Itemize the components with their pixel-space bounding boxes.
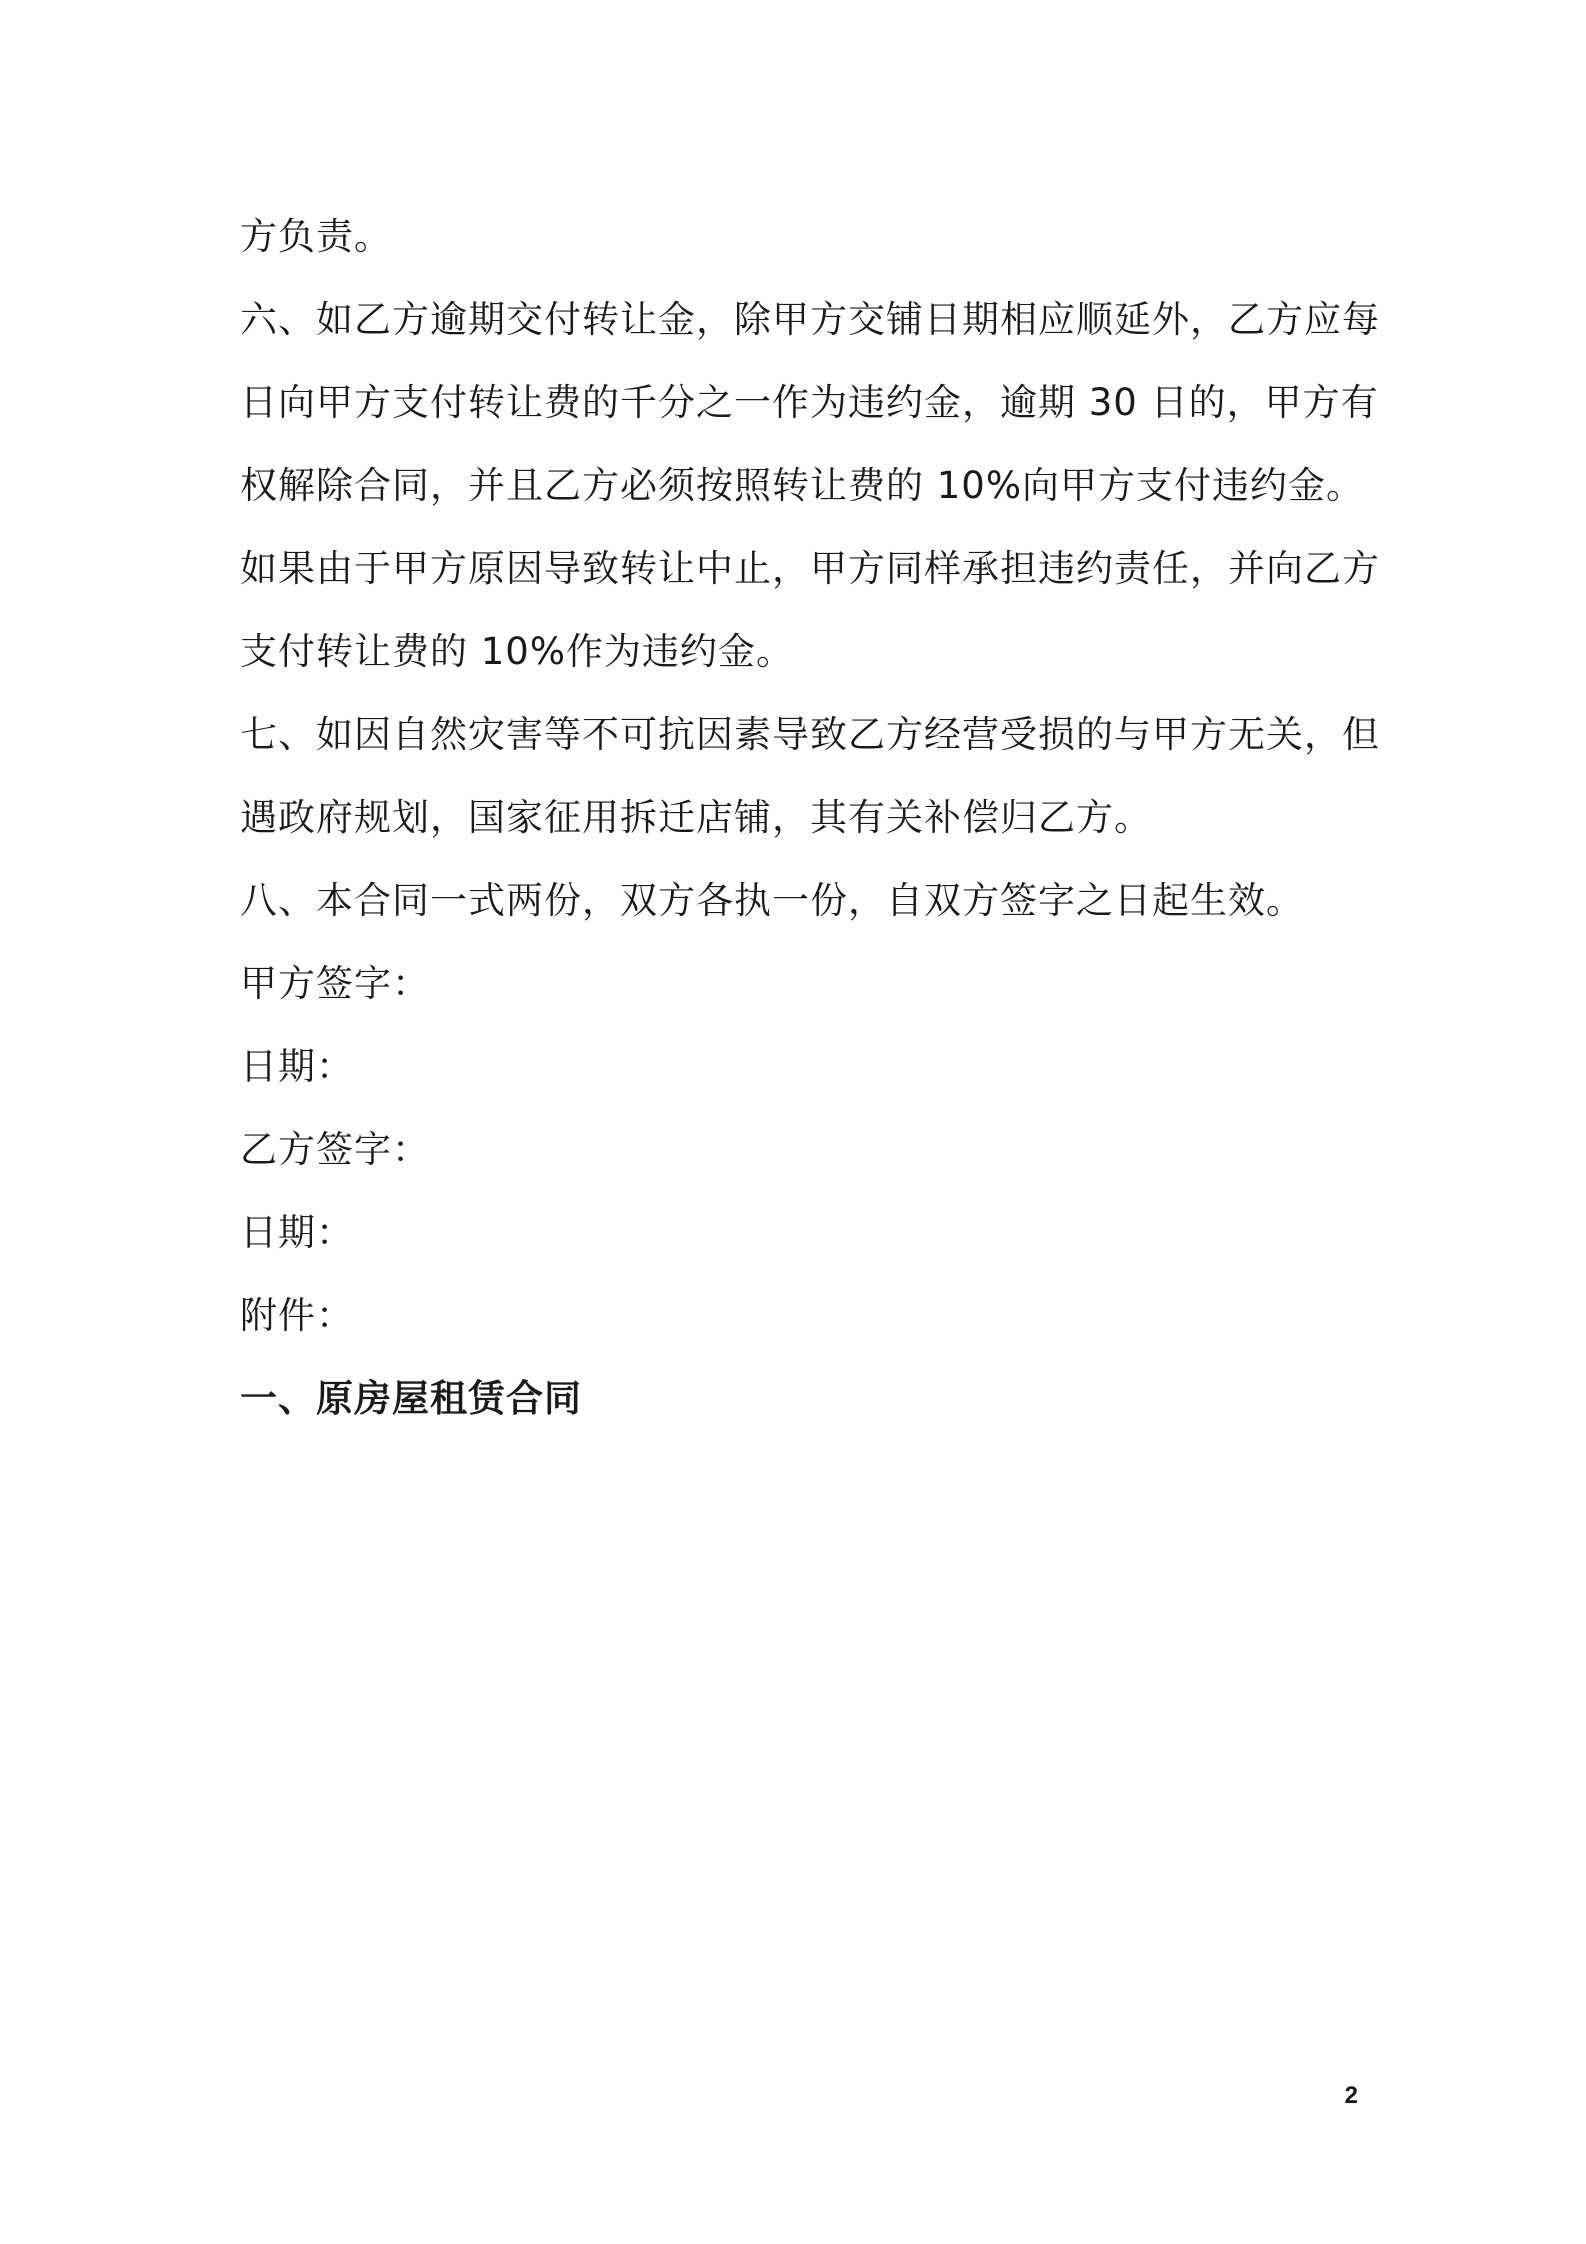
attachment-item-1: 一、原房屋租赁合同 <box>240 1377 582 1420</box>
party-b-signature-label: 乙方签字： <box>240 1128 430 1171</box>
clause-seven-line-1: 七、如因自然灾害等不可抗因素导致乙方经营受损的与甲方无关，但 <box>240 713 1380 756</box>
attachment-label: 附件： <box>240 1294 354 1337</box>
party-a-date-label: 日期： <box>240 1045 354 1088</box>
clause-six-line-1: 六、如乙方逾期交付转让金，除甲方交铺日期相应顺延外，乙方应每 <box>240 298 1380 341</box>
party-a-signature-label: 甲方签字： <box>240 962 430 1005</box>
clause-six-line-5: 支付转让费的 10%作为违约金。 <box>240 630 794 673</box>
document-body <box>240 195 1380 1440</box>
clause-eight: 八、本合同一式两份，双方各执一份，自双方签字之日起生效。 <box>240 879 1304 922</box>
paragraph-line: 方负责。 <box>240 215 392 258</box>
party-b-date-label: 日期： <box>240 1211 354 1254</box>
clause-six-line-2: 日向甲方支付转让费的千分之一作为违约金，逾期 30 日的，甲方有 <box>240 381 1379 424</box>
page-number: 2 <box>1344 2082 1358 2109</box>
clause-six-line-3: 权解除合同，并且乙方必须按照转让费的 10%向甲方支付违约金。 <box>240 464 1364 507</box>
clause-six-line-4: 如果由于甲方原因导致转让中止，甲方同样承担违约责任，并向乙方 <box>240 547 1380 590</box>
clause-seven-line-2: 遇政府规划，国家征用拆迁店铺，其有关补偿归乙方。 <box>240 796 1152 839</box>
